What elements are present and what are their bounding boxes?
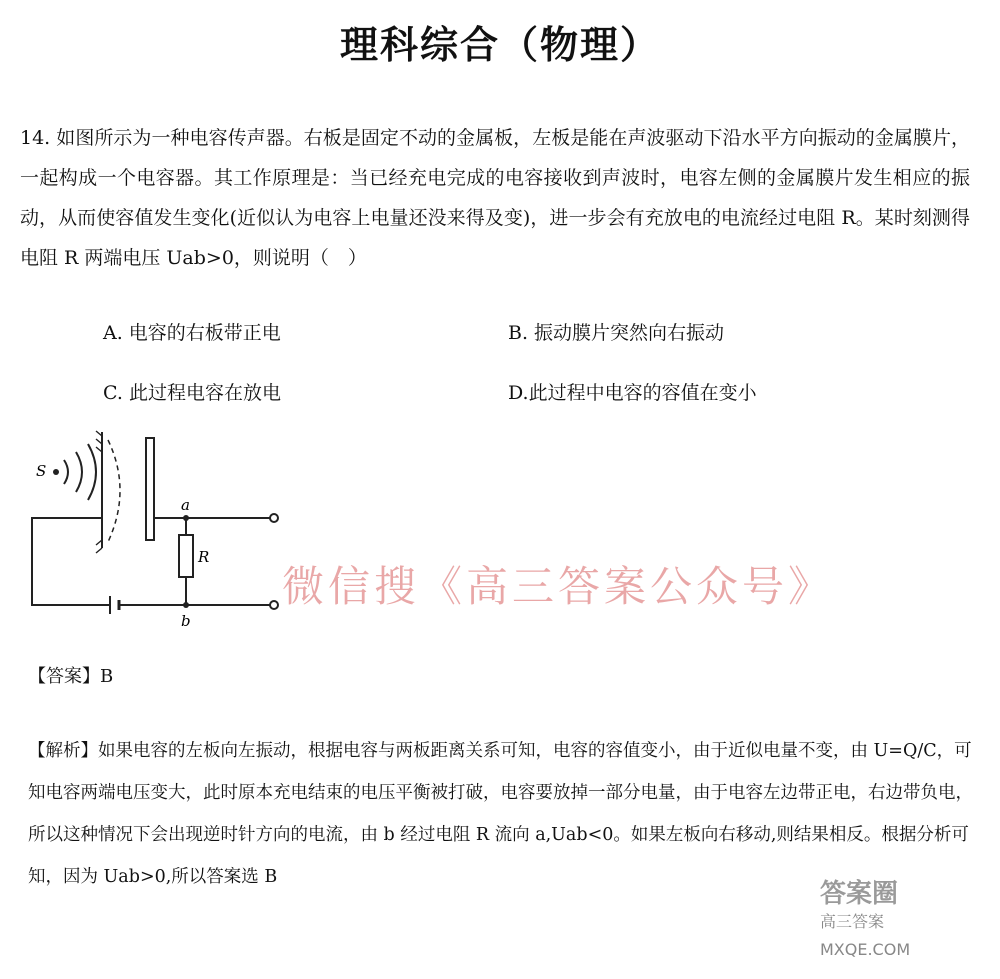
page-title: 理科综合（物理） [339,23,660,67]
label-a: a [181,496,190,514]
option-b: B. 振动膜片突然向右振动 [508,322,725,344]
node-a [183,515,189,521]
option-a: A. 电容的右板带正电 [103,322,281,344]
source-label: S [36,462,47,480]
sound-wave-2 [76,452,82,492]
resistor [179,535,193,577]
fixed-plate [146,438,154,540]
logo-main: 答案圈 [820,879,899,909]
diaphragm-deflection [108,440,120,542]
logo-sub: 高三答案 [820,912,885,931]
sound-wave-1 [64,460,68,484]
question-text: 14. 如图所示为一种电容传声器。右板是固定不动的金属板，左板是能在声波驱动下沿水平方向振动的金属膜片，一起构成一个电容器。其工作原理是：当已经充电完成的电容接收到声波时，电容左侧的金属膜片发生相应的振动，从而使容值发生变化(近似认为电容上电量还没来得及变)，进一步会有充放电的电流经过电阻 R。某时刻测得电阻 R 两端电压 Uab>0，则说明（ ） [20,127,970,269]
resistor-label: R [198,548,210,566]
label-b: b [181,612,191,630]
terminal-a [270,514,278,522]
answer-text: 【答案】B [28,666,114,687]
terminal-b [270,601,278,609]
circuit-diagram [20,430,300,630]
wire-left [32,518,110,605]
option-d: D.此过程中电容的容值在变小 [508,382,757,404]
sound-wave-3 [88,444,96,500]
site-logo [820,880,910,964]
analysis-text: 【解析】如果电容的左板向左振动，根据电容与两板距离关系可知，电容的容值变小，由于近似电量不变，由 U=Q/C，可知电容两端电压变大，此时原本充电结束的电压平衡被打破，电容要放掉一部分电量，由于电容左边带正电，右边带负电，所以这种情况下会出现逆时针方向的电流，由 b 经过电阻 R 流向 a,Uab<0。如果左板向右移动,则结果相反。根据分析可知，因为 Uab>0,所以答案选 B [28,741,973,887]
source-dot [53,469,59,475]
node-b [183,602,189,608]
watermark-text: 微信搜《高三答案公众号》 [282,562,835,611]
logo-url: MXQE.COM [820,940,911,959]
option-c: C. 此过程电容在放电 [103,382,281,404]
